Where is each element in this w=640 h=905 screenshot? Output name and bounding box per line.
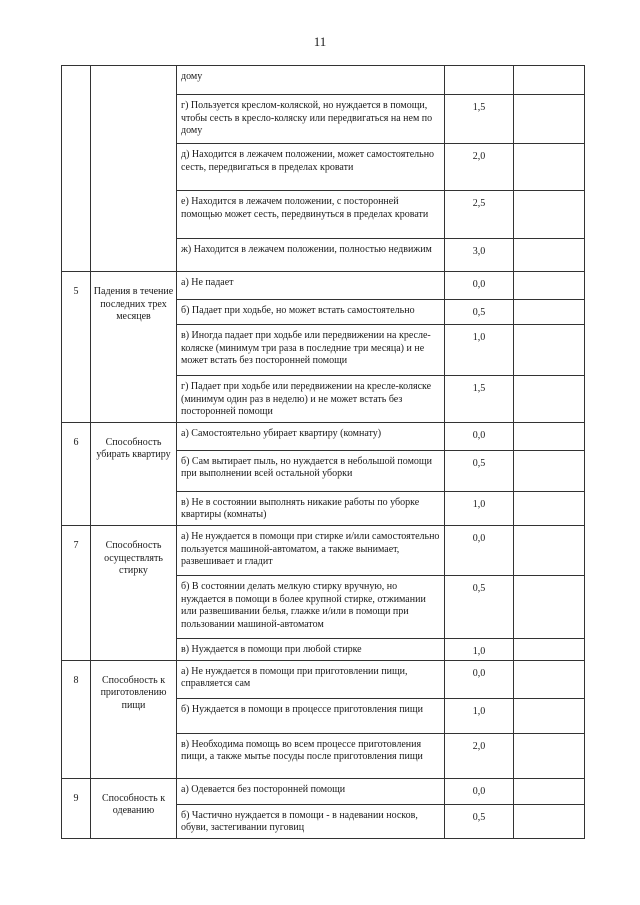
option-score: 1,5 xyxy=(445,95,514,144)
empty-cell xyxy=(514,422,585,450)
option-score: 0,0 xyxy=(445,525,514,575)
empty-cell xyxy=(514,778,585,804)
criterion-label xyxy=(91,66,177,272)
option-score: 3,0 xyxy=(445,239,514,272)
table-row xyxy=(62,525,585,575)
item-number: 8 xyxy=(62,660,91,778)
option-description: б) Сам вытирает пыль, но нуждается в небольшой помощи при выполнении всей остальной уборки xyxy=(177,450,445,491)
criterion-label: Способность убирать квартиру xyxy=(91,422,177,525)
empty-cell xyxy=(514,376,585,423)
option-score: 0,0 xyxy=(445,272,514,300)
criterion-label: Способность к одеванию xyxy=(91,778,177,838)
item-number: 5 xyxy=(62,272,91,423)
option-score xyxy=(445,66,514,95)
option-score: 2,0 xyxy=(445,733,514,778)
option-description: б) Частично нуждается в помощи - в надевании носков, обуви, застегивании пуговиц xyxy=(177,804,445,838)
empty-cell xyxy=(514,804,585,838)
criterion-label: Падения в течение последних трех месяцев xyxy=(91,272,177,423)
option-score: 0,0 xyxy=(445,422,514,450)
option-description: б) Падает при ходьбе, но может встать самостоятельно xyxy=(177,300,445,325)
option-score: 1,0 xyxy=(445,491,514,525)
option-score: 0,5 xyxy=(445,450,514,491)
table-row xyxy=(62,778,585,804)
option-description: в) Иногда падает при ходьбе или передвижении на кресле-коляске (минимум три раза в последние три месяца) и не может встать без посторонней помощи xyxy=(177,325,445,376)
option-description: в) Необходима помощь во всем процессе приготовления пищи, а также мытье посуды после приготовления пищи xyxy=(177,733,445,778)
option-description: е) Находится в лежачем положении, с посторонней помощью может сесть, передвинуться в пределах кровати xyxy=(177,191,445,239)
option-description: а) Одевается без посторонней помощи xyxy=(177,778,445,804)
option-description: в) Нуждается в помощи при любой стирке xyxy=(177,638,445,660)
empty-cell xyxy=(514,144,585,191)
option-description: б) Нуждается в помощи в процессе приготовления пищи xyxy=(177,698,445,733)
criterion-label: Способность к приготовлению пищи xyxy=(91,660,177,778)
option-score: 0,5 xyxy=(445,300,514,325)
empty-cell xyxy=(514,698,585,733)
option-description: в) Не в состоянии выполнять никакие работы по уборке квартиры (комнаты) xyxy=(177,491,445,525)
assessment-table-body xyxy=(62,66,585,839)
option-score: 0,0 xyxy=(445,660,514,698)
option-description: г) Падает при ходьбе или передвижении на кресле-коляске (минимум один раз в неделю) и не может встать без посторонней помощи xyxy=(177,376,445,423)
option-description: а) Самостоятельно убирает квартиру (комнату) xyxy=(177,422,445,450)
empty-cell xyxy=(514,660,585,698)
assessment-table xyxy=(61,65,585,839)
empty-cell xyxy=(514,638,585,660)
option-description: а) Не нуждается в помощи при приготовлении пищи, справляется сам xyxy=(177,660,445,698)
empty-cell xyxy=(514,191,585,239)
option-score: 1,0 xyxy=(445,698,514,733)
option-score: 1,0 xyxy=(445,325,514,376)
option-score: 0,5 xyxy=(445,804,514,838)
option-score: 1,5 xyxy=(445,376,514,423)
empty-cell xyxy=(514,239,585,272)
option-description: г) Пользуется креслом-коляской, но нуждается в помощи, чтобы сесть в кресло-коляску или передвигаться на нем по дому xyxy=(177,95,445,144)
item-number: 9 xyxy=(62,778,91,838)
option-description: а) Не нуждается в помощи при стирке и/или самостоятельно пользуется машиной-автоматом, а также вынимает, развешивает и гладит xyxy=(177,525,445,575)
empty-cell xyxy=(514,450,585,491)
empty-cell xyxy=(514,575,585,638)
option-description: д) Находится в лежачем положении, может самостоятельно сесть, передвигаться в пределах кровати xyxy=(177,144,445,191)
option-description: а) Не падает xyxy=(177,272,445,300)
page-number: 11 xyxy=(313,34,327,49)
empty-cell xyxy=(514,95,585,144)
option-description: ж) Находится в лежачем положении, полностью недвижим xyxy=(177,239,445,272)
empty-cell xyxy=(514,66,585,95)
empty-cell xyxy=(514,325,585,376)
option-description: дому xyxy=(177,66,445,95)
table-row xyxy=(62,66,585,95)
option-score: 1,0 xyxy=(445,638,514,660)
empty-cell xyxy=(514,491,585,525)
empty-cell xyxy=(514,525,585,575)
option-score: 0,5 xyxy=(445,575,514,638)
table-row xyxy=(62,660,585,698)
table-row xyxy=(62,272,585,300)
empty-cell xyxy=(514,272,585,300)
option-score: 0,0 xyxy=(445,778,514,804)
item-number xyxy=(62,66,91,272)
item-number: 7 xyxy=(62,525,91,660)
option-score: 2,5 xyxy=(445,191,514,239)
option-description: б) В состоянии делать мелкую стирку вручную, но нуждается в помощи в более крупной стирке, отжимании или развешивании белья, глажке и/или в помощи при пользовании машиной-автоматом xyxy=(177,575,445,638)
item-number: 6 xyxy=(62,422,91,525)
empty-cell xyxy=(514,733,585,778)
criterion-label: Способность осуществлять стирку xyxy=(91,525,177,660)
empty-cell xyxy=(514,300,585,325)
table-row xyxy=(62,422,585,450)
option-score: 2,0 xyxy=(445,144,514,191)
